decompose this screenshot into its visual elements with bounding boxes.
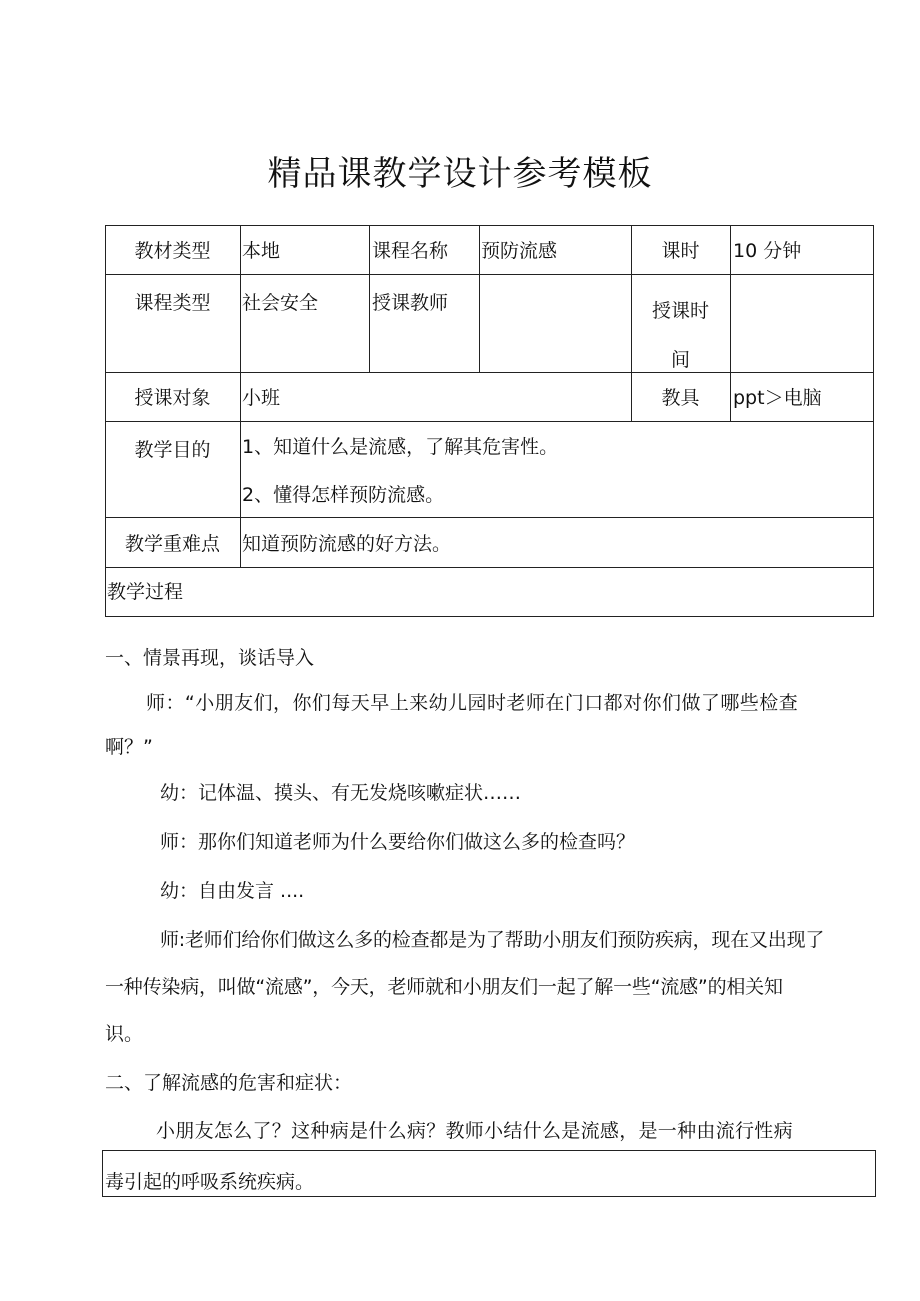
goal-1: 1、知道什么是流感，了解其危害性。 <box>242 436 559 458</box>
section-heading-1: 一、情景再现，谈话导入 <box>105 647 315 669</box>
section-heading-2: 二、了解流感的危害和症状： <box>105 1072 353 1094</box>
goal-2: 2、懂得怎样预防流感。 <box>242 484 445 506</box>
paragraph-teacher-explain-line3: 识。 <box>105 1023 144 1045</box>
paragraph-teacher-explain-line2: 一种传染病，叫做“流感”，今天，老师就和小朋友们一起了解一些“流感”的相关知 <box>105 976 783 998</box>
lesson-info-table <box>105 225 874 617</box>
paragraph-teacher-why: 师：那你们知道老师为什么要给你们做这么多的检查吗？ <box>160 831 636 853</box>
value-teaching-aids: ppt＞电脑 <box>733 387 822 409</box>
value-course-name: 预防流感 <box>481 240 558 262</box>
value-course-type: 社会安全 <box>242 292 319 314</box>
paragraph-flu-summary-line2: 毒引起的呼吸系统疾病。 <box>105 1171 315 1193</box>
paragraph-teacher-explain-line1: 师:老师们给你们做这么多的检查都是为了帮助小朋友们预防疾病，现在又出现了 <box>160 929 825 951</box>
page-title: 精品课教学设计参考模板 <box>267 154 653 194</box>
label-key-points: 教学重难点 <box>124 533 220 555</box>
label-material-type: 教材类型 <box>134 240 211 262</box>
value-key-points: 知道预防流感的好方法。 <box>242 533 452 555</box>
label-teacher: 授课教师 <box>372 292 449 314</box>
label-audience: 授课对象 <box>134 387 211 409</box>
label-teaching-aids: 教具 <box>661 387 700 409</box>
paragraph-child-answer: 幼：记体温、摸头、有无发烧咳嗽症状…… <box>160 782 522 804</box>
label-course-name: 课程名称 <box>372 240 449 262</box>
label-teaching-goals: 教学目的 <box>134 439 211 461</box>
value-material-type: 本地 <box>242 240 281 262</box>
paragraph-teacher-question-line2: 啊？” <box>105 736 153 758</box>
paragraph-flu-summary-line1: 小朋友怎么了？这种病是什么病？教师小结什么是流感，是一种由流行性病 <box>156 1120 793 1142</box>
paragraph-teacher-question-line1: 师：“小朋友们，你们每天早上来幼儿园时老师在门口都对你们做了哪些检查 <box>146 692 799 714</box>
label-teaching-time-1: 授课时 <box>651 300 709 322</box>
paragraph-free-speech: 幼：自由发言 .... <box>160 880 305 902</box>
label-teaching-time-2: 间 <box>670 349 690 371</box>
value-class-hours: 10 分钟 <box>733 240 802 262</box>
label-course-type: 课程类型 <box>134 292 211 314</box>
label-teaching-process: 教学过程 <box>107 581 184 603</box>
label-class-hours: 课时 <box>661 240 700 262</box>
value-audience: 小班 <box>242 387 281 409</box>
